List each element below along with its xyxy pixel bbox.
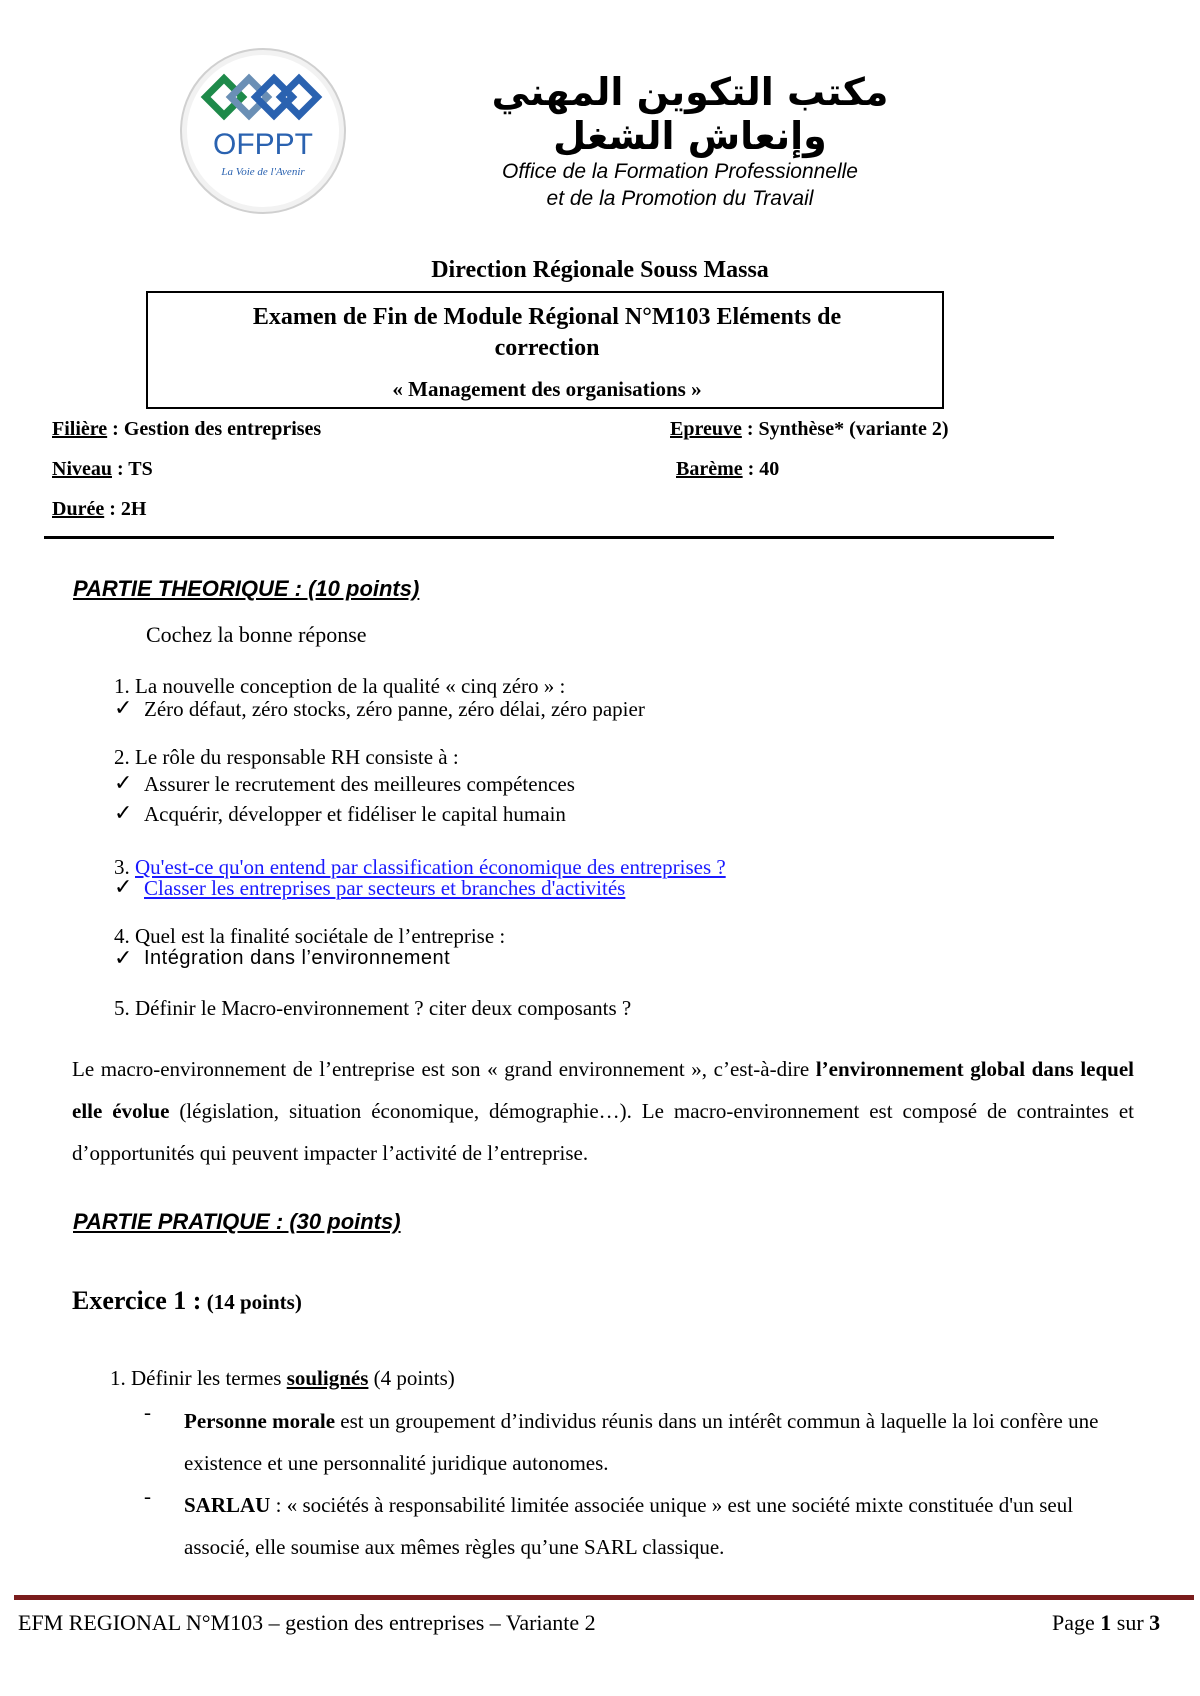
checkmark-icon: ✓	[114, 696, 133, 721]
term-2-definition: : « sociétés à responsabilité limitée associée unique » est une société mixte constituée d'un seul associé, elle soumise aux mêmes règles qu’une SARL classique.	[184, 1493, 1074, 1559]
answer-1-1-text: Zéro défaut, zéro stocks, zéro panne, zéro délai, zéro papier	[144, 697, 645, 721]
answer-3-1	[114, 875, 626, 901]
duree-label: Durée	[52, 498, 105, 520]
question-4: 4. Quel est la finalité sociétale de l’entreprise :	[114, 924, 506, 948]
niveau-value: : TS	[112, 458, 153, 480]
page-prefix: Page	[1052, 1610, 1101, 1635]
ex1-q1-underlined: soulignés	[286, 1366, 369, 1390]
epreuve-line	[670, 418, 949, 441]
definition-personne-morale	[184, 1400, 1134, 1484]
filiere-label: Filière	[52, 418, 108, 440]
duree-line	[52, 498, 146, 521]
macro-env-text-2: (législation, situation économique, démographie…). Le macro-environnement est composé de contraintes et d’opportunités qui peuvent impacter l’activité de l’entreprise.	[72, 1099, 1134, 1165]
macro-env-paragraph	[72, 1048, 1134, 1174]
term-1-definition: est un groupement d’individus réunis dans un intérêt commun à laquelle la loi confère une existence et une personnalité juridique autonomes.	[184, 1409, 1099, 1475]
page-mid: sur	[1111, 1610, 1150, 1635]
exercise-1-title: Exercice 1 :	[72, 1286, 202, 1315]
exercise-1-points: (14 points)	[201, 1290, 302, 1314]
definition-sarlau	[184, 1484, 1134, 1568]
office-line-1: Office de la Formation Professionnelle	[501, 160, 858, 183]
niveau-label: Niveau	[52, 458, 112, 480]
question-3-number: 3.	[114, 855, 130, 879]
footer-rule	[14, 1595, 1194, 1600]
answer-2-2-text: Acquérir, développer et fidéliser le capital humain	[144, 802, 566, 826]
answer-1-1	[114, 696, 645, 722]
logo-tagline: La Voie de l'Avenir	[221, 166, 305, 178]
epreuve-label: Epreuve	[670, 418, 742, 440]
exam-title-box	[146, 291, 944, 409]
office-line-2: et de la Promotion du Travail	[546, 187, 814, 210]
bareme-line	[676, 458, 779, 481]
theory-instruction: Cochez la bonne réponse	[146, 622, 367, 647]
practice-title: PARTIE PRATIQUE : (30 points)	[73, 1209, 401, 1234]
exam-subtitle: « Management des organisations »	[392, 377, 702, 401]
duree-value: : 2H	[104, 498, 147, 520]
filiere-value: : Gestion des entreprises	[107, 418, 322, 440]
macro-env-text-1: Le macro-environnement de l’entreprise est son « grand environnement », c’est-à-dire	[72, 1057, 816, 1081]
question-1: 1. La nouvelle conception de la qualité « cinq zéro » :	[114, 674, 566, 698]
footer-page	[1052, 1610, 1160, 1636]
answer-3-1-link[interactable]: Classer les entreprises par secteurs et branches d'activités	[144, 876, 626, 900]
arabic-title: مكتب التكوين المهني وإنعاش الشغل	[491, 70, 889, 158]
checkmark-icon: ✓	[114, 771, 133, 796]
exercise-1-heading	[72, 1286, 302, 1316]
ofppt-logo	[178, 46, 348, 216]
page-total: 3	[1149, 1610, 1161, 1635]
checkmark-icon: ✓	[114, 875, 133, 900]
footer-left: EFM REGIONAL N°M103 – gestion des entreprises – Variante 2	[18, 1610, 596, 1635]
niveau-line	[52, 458, 153, 481]
answer-2-2	[114, 801, 566, 827]
filiere-line	[52, 418, 321, 441]
checkmark-icon: ✓	[114, 801, 133, 826]
macro-env-bold: l’environnement global dans lequel elle évolue	[72, 1057, 1134, 1123]
exercise-1-question-1	[110, 1366, 455, 1391]
direction-title: Direction Régionale Souss Massa	[431, 257, 769, 283]
bareme-label: Barème	[676, 458, 743, 480]
term-1-name: Personne morale	[184, 1409, 336, 1433]
ex1-q1-prefix: 1. Définir les termes	[110, 1366, 287, 1390]
bareme-value: : 40	[742, 458, 780, 480]
logo-text: OFPPT	[212, 128, 313, 161]
answer-2-1-text: Assurer le recrutement des meilleures compétences	[144, 772, 575, 796]
question-5: 5. Définir le Macro-environnement ? citer deux composants ?	[114, 996, 632, 1020]
question-2: 2. Le rôle du responsable RH consiste à :	[114, 745, 459, 769]
header-divider	[44, 536, 1054, 539]
theory-title: PARTIE THEORIQUE : (10 points)	[73, 576, 420, 601]
question-3-link[interactable]: Qu'est-ce qu'on entend par classification économique des entreprises ?	[135, 855, 726, 879]
answer-2-1	[114, 771, 575, 797]
ex1-q1-suffix: (4 points)	[368, 1366, 455, 1390]
term-2-name: SARLAU	[184, 1493, 271, 1517]
checkmark-icon: ✓	[114, 946, 133, 971]
page-number: 1	[1100, 1610, 1112, 1635]
exam-title-line-2: correction	[494, 335, 600, 361]
answer-4-1-text: Intégration dans l’environnement	[144, 947, 451, 969]
answer-4-1	[114, 946, 451, 971]
exam-title-line-1: Examen de Fin de Module Régional N°M103 Eléments de	[252, 304, 842, 330]
definition-bullet-2: -	[144, 1484, 151, 1508]
epreuve-value: : Synthèse* (variante 2)	[741, 418, 949, 440]
definition-bullet-1: -	[144, 1400, 151, 1424]
